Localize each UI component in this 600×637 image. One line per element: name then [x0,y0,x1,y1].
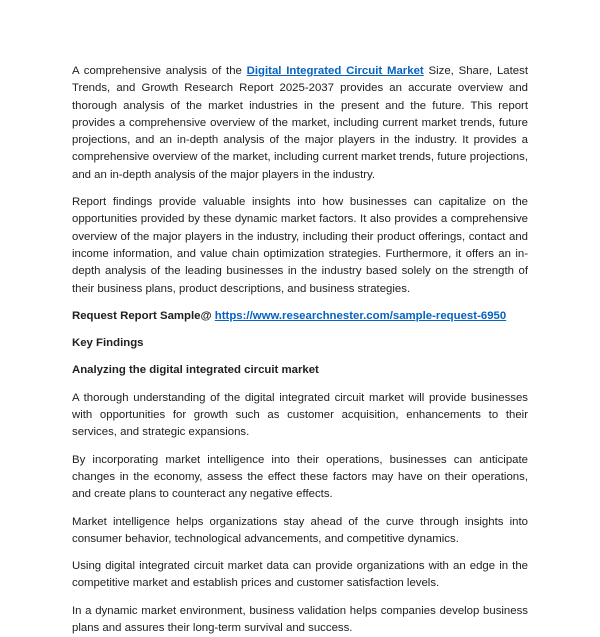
heading-analyzing-market: Analyzing the digital integrated circuit market [72,364,319,377]
body-paragraph-incorporating: By incorporating market intelligence into their operations, businesses can anticipate changes in the economy, assess the effect these factors may have on their operations, and create plans to counteract any negative effects. [72,453,528,501]
body-paragraph-using-data: Using digital integrated circuit market data can provide organizations with an edge in the competitive market and establish prices and customer satisfaction levels. [72,560,528,590]
report-findings-paragraph: Report findings provide valuable insights into how businesses can capitalize on the opportunities provided by these dynamic market factors. It also provides a comprehensive overview of the major players in the industry, including their product offerings, contact and income information, and value chain optimization strategies. Furthermore, it offers an in-depth analysis of the leading businesses in the industry based solely on the strength of their business plans, product descriptions, and business strategies. [72,196,528,295]
intro-text-after-link: Size, Share, Latest Trends, and Growth Research Report 2025-2037 provides an accurate overview and thorough analysis of the market industries in the present and the future. This report provides a comprehensive overview of the market, including current market trends, future projections, and an in-depth analysis of the major players in the industry. It provides a comprehensive overview of the market, including current market trends, future projections, and an in-depth analysis of the major players in the industry. [72,65,528,181]
intro-paragraph [72,63,528,184]
sample-request-label: Request Report Sample@ [72,309,212,322]
sample-request-link[interactable]: https://www.researchnester.com/sample-request-6950 [214,309,507,322]
sample-request-line [72,308,528,325]
body-paragraph-market-intelligence: Market intelligence helps organizations stay ahead of the curve through insights into consumer behavior, technological advancements, and competitive dynamics. [72,515,528,545]
body-paragraph-dynamic-environment: In a dynamic market environment, business validation helps companies develop business plans and assures their long-term survival and success. [72,604,528,635]
heading-key-findings: Key Findings [72,337,144,350]
body-paragraph-understanding: A thorough understanding of the digital integrated circuit market will provide businesses with opportunities for growth such as customer acquisition, enhancements to their services, and strategic expansions. [72,391,528,439]
intro-text-before-link: A comprehensive analysis of the [72,65,247,77]
digital-integrated-circuit-market-link[interactable]: Digital Integrated Circuit Market [246,65,424,77]
